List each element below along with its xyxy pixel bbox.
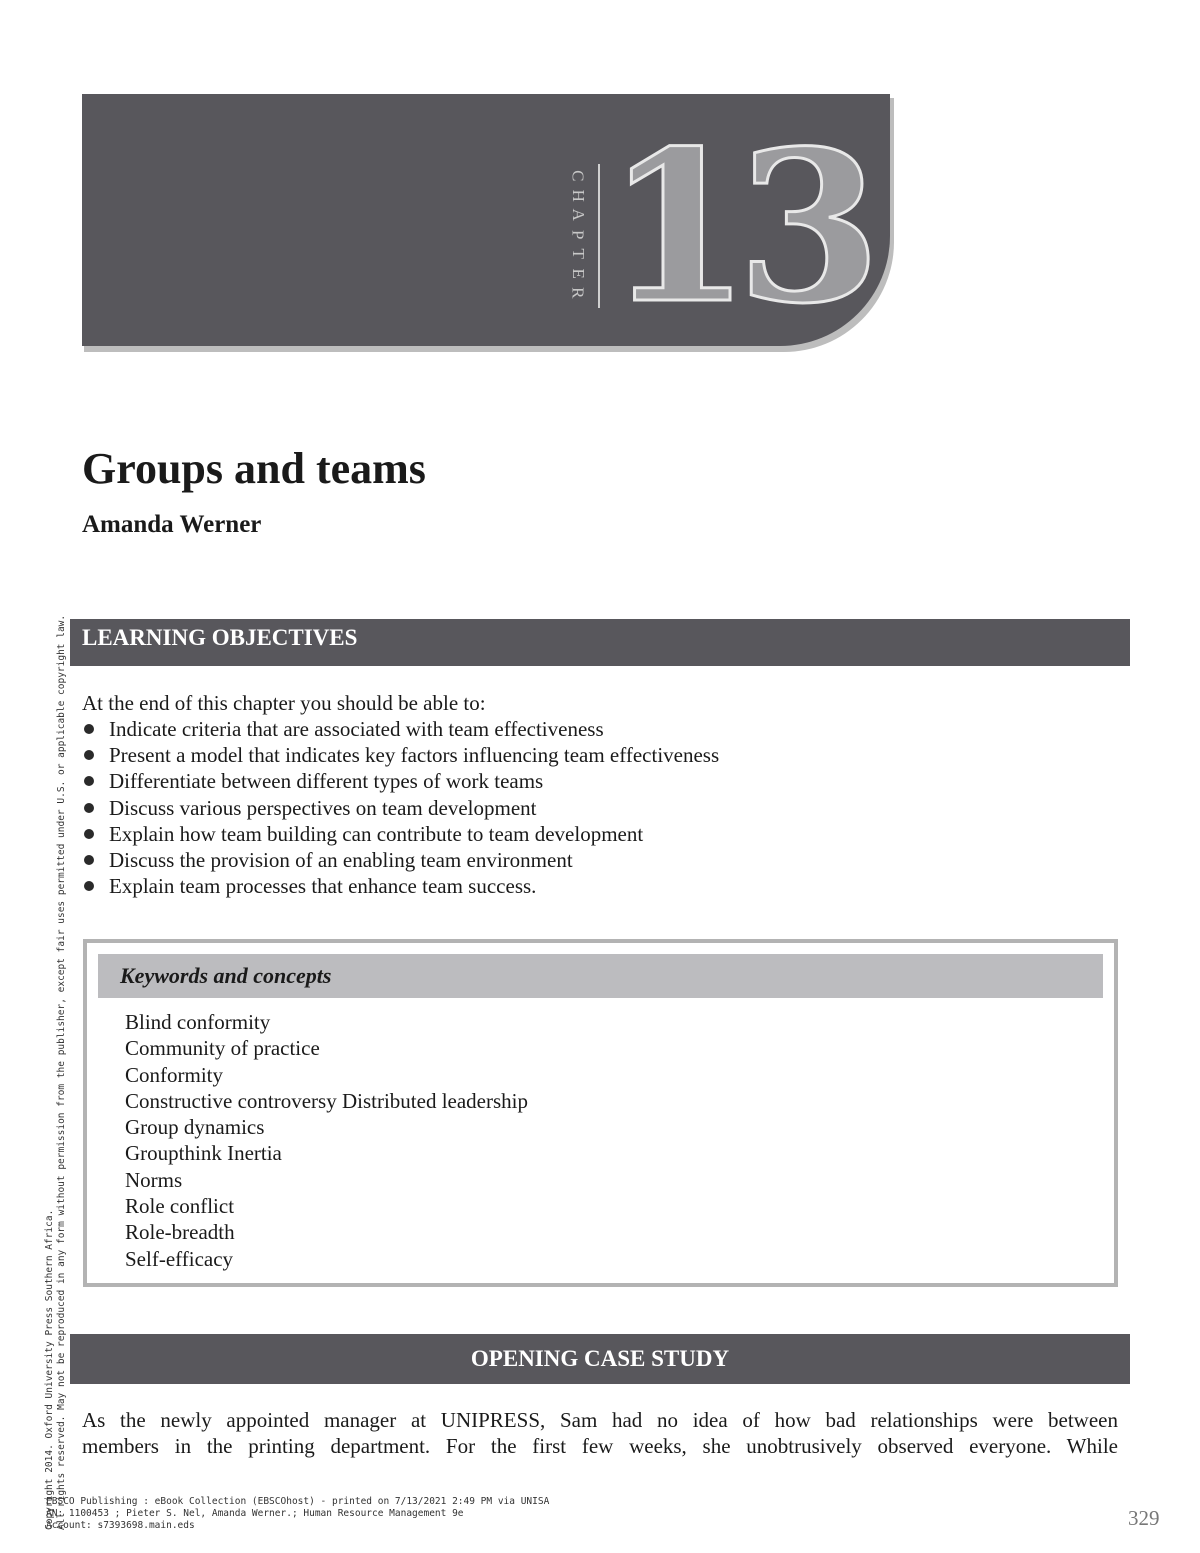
keyword-item: Role-breadth — [125, 1220, 235, 1245]
keyword-item: Constructive controversy Distributed leadership — [125, 1088, 528, 1113]
keyword-item: Conformity — [125, 1062, 223, 1087]
chapter-letter: R — [568, 287, 588, 299]
objective-text: Explain team processes that enhance team success. — [109, 874, 537, 899]
bullet-icon — [84, 829, 94, 839]
chapter-letter: T — [568, 248, 588, 259]
chapter-divider — [598, 164, 600, 308]
keyword-item: Community of practice — [125, 1036, 320, 1061]
objective-text: Differentiate between different types of work teams — [109, 769, 544, 794]
case-study-line: members in the printing department. For the first few weeks, she unobtrusively observed everyone. While — [82, 1434, 1118, 1458]
objective-item — [82, 847, 719, 873]
bullet-icon — [84, 724, 94, 734]
chapter-number: 13 — [606, 106, 868, 350]
objective-text: Discuss various perspectives on team development — [109, 795, 537, 820]
footer-line: AN: 1100453 ; Pieter S. Nel, Amanda Werner.; Human Resource Management 9e — [46, 1508, 464, 1519]
case-study-line: As the newly appointed manager at UNIPRESS, Sam had no idea of how bad relationships were between — [82, 1408, 1118, 1432]
bullet-icon — [84, 803, 94, 813]
keywords-heading: Keywords and concepts — [98, 954, 1103, 998]
bullet-icon — [84, 776, 94, 786]
objective-item — [82, 716, 719, 742]
chapter-letter: H — [568, 189, 588, 202]
case-study-heading: OPENING CASE STUDY — [70, 1334, 1130, 1384]
keyword-item: Role conflict — [125, 1194, 235, 1219]
objective-item — [82, 821, 719, 847]
copyright-notice — [44, 398, 68, 1530]
bullet-icon — [84, 881, 94, 891]
objective-text: Discuss the provision of an enabling team environment — [109, 848, 573, 873]
keyword-item: Self-efficacy — [125, 1246, 234, 1271]
chapter-author: Amanda Werner — [82, 511, 262, 538]
keyword-item: Norms — [125, 1167, 183, 1192]
learning-objectives-heading: LEARNING OBJECTIVES — [70, 619, 1130, 666]
chapter-letter: E — [568, 268, 588, 279]
page-number: 329 — [1128, 1506, 1160, 1530]
case-study-text — [82, 1407, 1118, 1459]
chapter-letter: C — [568, 170, 588, 182]
objective-item — [82, 873, 719, 899]
bullet-icon — [84, 855, 94, 865]
objective-item — [82, 768, 719, 794]
copyright-line: All rights reserved. May not be reproduced in any form without permission from the publisher, except fair uses permitted under U.S. or applicable copyright law. — [56, 614, 67, 1530]
objective-text: Indicate criteria that are associated with team effectiveness — [109, 717, 604, 741]
footer-line: Account: s7393698.main.eds — [46, 1520, 195, 1531]
keyword-item: Blind conformity — [125, 1010, 271, 1034]
objectives-list — [82, 716, 719, 899]
objective-item — [82, 742, 719, 768]
keyword-item: Groupthink Inertia — [125, 1141, 282, 1166]
objectives-intro: At the end of this chapter you should be able to: — [82, 691, 486, 715]
chapter-letter: P — [568, 229, 588, 239]
chapter-label — [566, 166, 590, 303]
print-footer — [46, 1496, 549, 1532]
bullet-icon — [84, 750, 94, 760]
keywords-list — [125, 1009, 528, 1272]
objective-text: Present a model that indicates key factors influencing team effectiveness — [109, 743, 720, 768]
chapter-title: Groups and teams — [82, 444, 426, 493]
footer-line: EBSCO Publishing : eBook Collection (EBSCOhost) - printed on 7/13/2021 2:49 PM via UNISA — [46, 1496, 550, 1507]
copyright-line: Copyright 2014. Oxford University Press Southern Africa. — [44, 1209, 55, 1530]
keyword-item: Group dynamics — [125, 1115, 265, 1140]
objective-item — [82, 795, 719, 821]
chapter-letter: A — [568, 208, 588, 221]
objective-text: Explain how team building can contribute to team development — [109, 821, 644, 846]
